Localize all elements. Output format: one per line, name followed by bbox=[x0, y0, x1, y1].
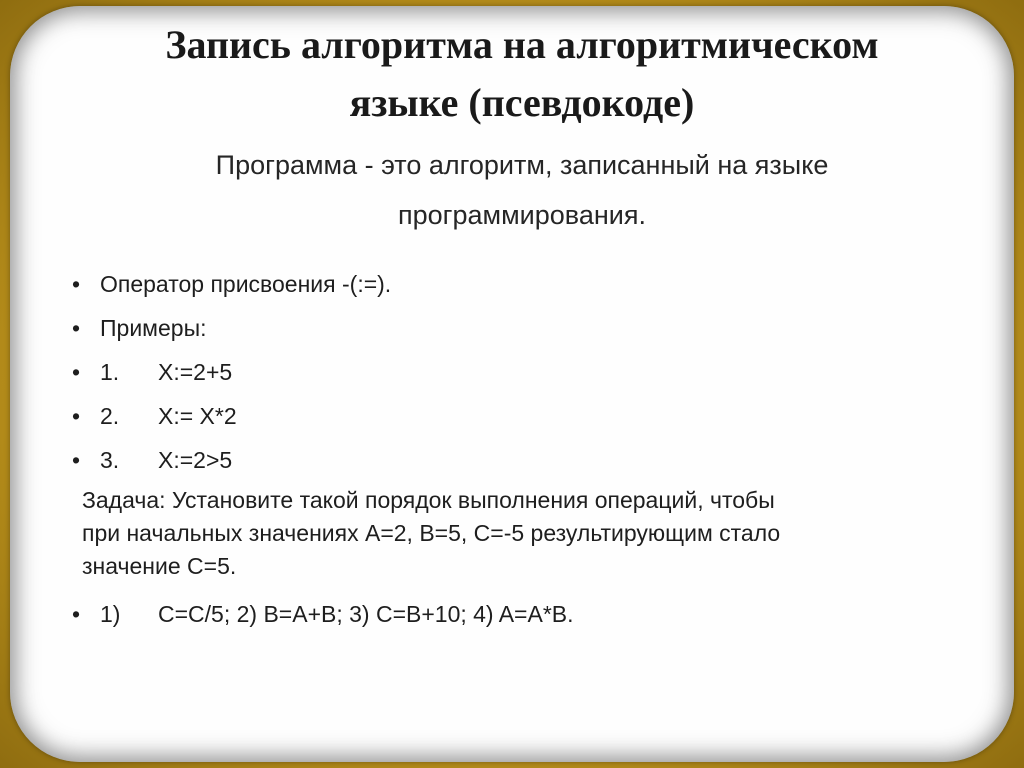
slide-title bbox=[40, 16, 1004, 132]
bullet-marker: • bbox=[72, 359, 81, 385]
bullet-text: Примеры: bbox=[100, 315, 207, 341]
program-definition bbox=[50, 140, 994, 240]
task-line-3: значение C=5. bbox=[82, 553, 237, 579]
title-line-1: Запись алгоритма на алгоритмическом bbox=[165, 22, 879, 67]
task-line-2: при начальных значениях A=2, B=5, C=-5 результирующим стало bbox=[82, 520, 781, 546]
example-number: 2. bbox=[100, 403, 120, 429]
answer-steps: C=C/5; 2) B=A+B; 3) C=B+10; 4) A=A*B. bbox=[158, 601, 574, 627]
definition-line-2: программирования. bbox=[398, 200, 646, 230]
example-expression: X:=2>5 bbox=[158, 447, 233, 473]
list-item bbox=[72, 438, 932, 482]
title-line-2: языке (псевдокоде) bbox=[349, 80, 695, 125]
bullet-marker: • bbox=[72, 271, 81, 297]
answer-list bbox=[72, 592, 932, 636]
list-item bbox=[72, 306, 932, 350]
task-line-1: Задача: Установите такой порядок выполнения операций, чтобы bbox=[82, 487, 775, 513]
example-number: 1. bbox=[100, 359, 120, 385]
definition-line-1: Программа - это алгоритм, записанный на языке bbox=[215, 150, 829, 180]
task-text bbox=[82, 484, 942, 583]
bullet-marker: • bbox=[72, 447, 81, 473]
list-item bbox=[72, 350, 932, 394]
bullet-text: Оператор присвоения -(:=). bbox=[100, 271, 392, 297]
bullet-marker: • bbox=[72, 403, 81, 429]
bullet-list bbox=[72, 262, 932, 482]
bullet-marker: • bbox=[72, 601, 81, 627]
example-expression: X:= X*2 bbox=[158, 403, 237, 429]
list-item bbox=[72, 592, 932, 636]
bullet-marker: • bbox=[72, 315, 81, 341]
list-item bbox=[72, 394, 932, 438]
example-expression: X:=2+5 bbox=[158, 359, 233, 385]
list-item bbox=[72, 262, 932, 306]
answer-number: 1) bbox=[100, 601, 121, 627]
example-number: 3. bbox=[100, 447, 120, 473]
